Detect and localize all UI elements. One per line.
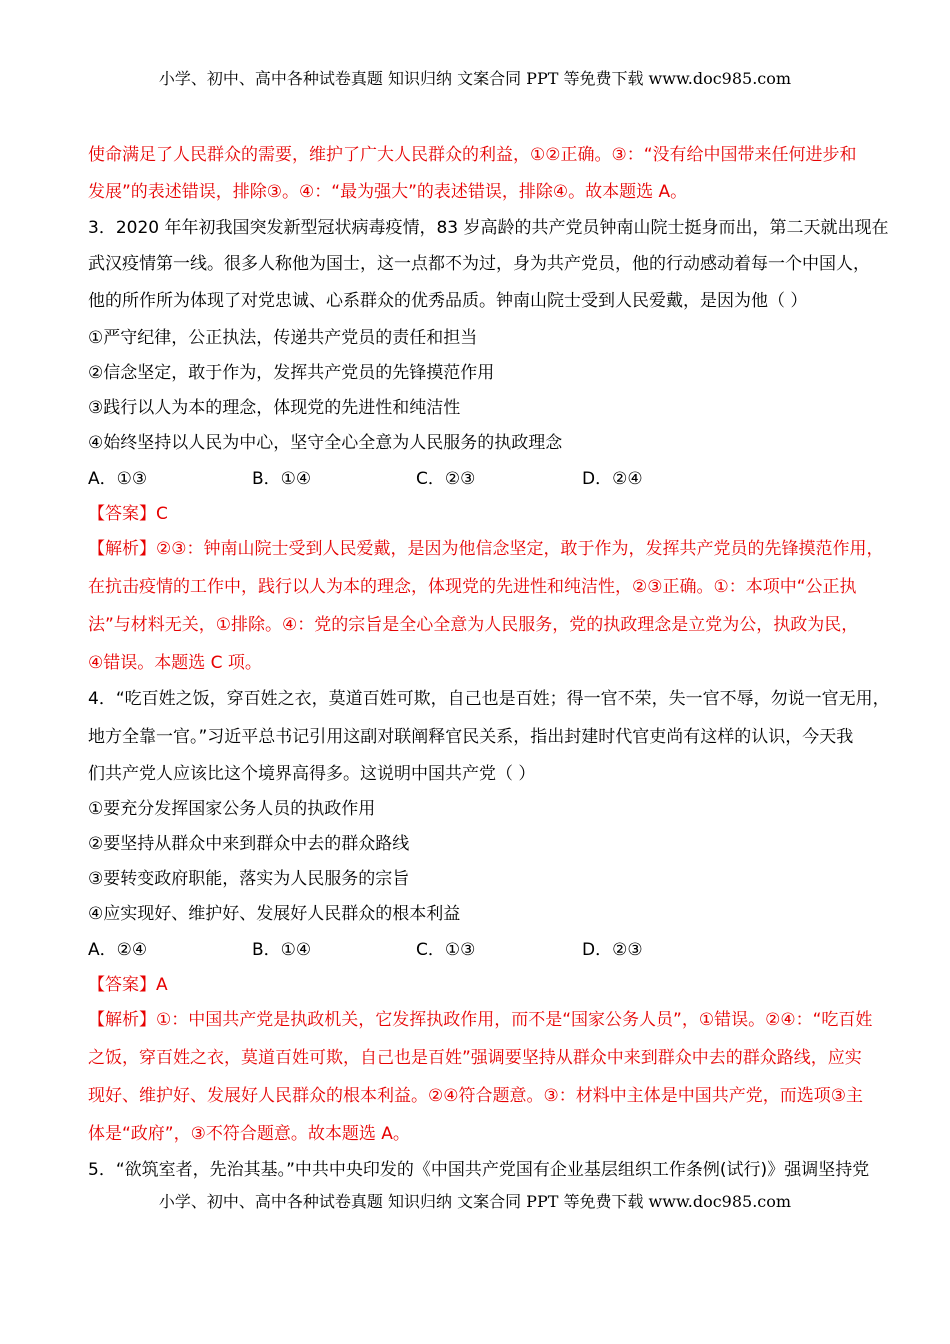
page-footer: 小学、初中、高中各种试卷真题 知识归纳 文案合同 PPT 等免费下载 www.doc985.com <box>158 1192 792 1211</box>
q4-item-4: ④应实现好、维护好、发展好人民群众的根本利益 <box>88 904 461 924</box>
intro-line-1: 使命满足了人民群众的需要，维护了广大人民群众的利益，①②正确。③：“没有给中国带来任何进步和 <box>88 145 857 165</box>
q3-item-3: ③践行以人为本的理念，体现党的先进性和纯洁性 <box>88 398 461 418</box>
intro-line-2: 发展”的表述错误，排除③。④：“最为强大”的表述错误，排除④。故本题选 A。 <box>88 182 688 202</box>
q3-option-b: B．①④ <box>252 469 312 489</box>
q4-option-b: B．①④ <box>252 940 312 960</box>
q4-option-d: D．②③ <box>582 940 643 960</box>
q4-option-a: A．②④ <box>88 940 148 960</box>
q4-analysis-line-4: 体是“政府”，③不符合题意。故本题选 A。 <box>88 1124 410 1144</box>
q4-analysis-line-2: 之饭，穿百姓之衣，莫道百姓可欺，自己也是百姓”强调要坚持从群众中来到群众中去的群众路线，应实 <box>88 1048 862 1068</box>
q4-item-1: ①要充分发挥国家公务人员的执政作用 <box>88 799 376 819</box>
q3-answer: 【答案】C <box>88 504 168 524</box>
q3-item-2: ②信念坚定，敢于作为，发挥共产党员的先锋摸范作用 <box>88 363 495 383</box>
q3-stem-line-2: 武汉疫情第一线。很多人称他为国士，这一点都不为过，身为共产党员，他的行动感动着每一个中国人， <box>88 254 870 274</box>
q4-stem-line-3: 们共产党人应该比这个境界高得多。这说明中国共产党（ ） <box>88 764 536 784</box>
page-header: 小学、初中、高中各种试卷真题 知识归纳 文案合同 PPT 等免费下载 www.doc985.com <box>158 69 792 88</box>
q3-stem-line-3: 他的所作所为体现了对党忠诚、心系群众的优秀品质。钟南山院士受到人民爱戴，是因为他（ ） <box>88 291 808 311</box>
q3-analysis-line-1: 【解析】②③：钟南山院士受到人民爱戴，是因为他信念坚定，敢于作为，发挥共产党员的先锋摸范作用， <box>88 539 884 559</box>
q3-item-4: ④始终坚持以人民为中心，坚守全心全意为人民服务的执政理念 <box>88 433 563 453</box>
q3-analysis-line-4: ④错误。本题选 C 项。 <box>88 653 262 673</box>
q3-item-1: ①严守纪律，公正执法，传递共产党员的责任和担当 <box>88 328 478 348</box>
q3-analysis-line-3: 法”与材料无关，①排除。④：党的宗旨是全心全意为人民服务，党的执政理念是立党为公，执政为民， <box>88 615 859 635</box>
q4-stem-line-1: 4．“吃百姓之饭，穿百姓之衣，莫道百姓可欺，自己也是百姓；得一官不荣，失一官不辱，勿说一官无用， <box>88 689 890 709</box>
q4-answer: 【答案】A <box>88 975 168 995</box>
q3-option-d: D．②④ <box>582 469 643 489</box>
q5-stem-line-1: 5．“欲筑室者，先治其基。”中共中央印发的《中国共产党国有企业基层组织工作条例(试行)》强调坚持党 <box>88 1160 870 1180</box>
q3-option-c: C．②③ <box>416 469 476 489</box>
q4-option-c: C．①③ <box>416 940 476 960</box>
q4-item-3: ③要转变政府职能，落实为人民服务的宗旨 <box>88 869 410 889</box>
q3-stem-line-1: 3．2020 年年初我国突发新型冠状病毒疫情，83 岁高龄的共产党员钟南山院士挺身而出，第二天就出现在 <box>88 218 889 238</box>
q4-analysis-line-3: 现好、维护好、发展好人民群众的根本利益。②④符合题意。③：材料中主体是中国共产党，而选项③主 <box>88 1086 863 1106</box>
q4-analysis-line-1: 【解析】①：中国共产党是执政机关，它发挥执政作用，而不是“国家公务人员”，①错误。②④：“吃百姓 <box>88 1010 873 1030</box>
q3-option-a: A．①③ <box>88 469 148 489</box>
q4-stem-line-2: 地方全靠一官。”习近平总书记引用这副对联阐释官民关系，指出封建时代官吏尚有这样的认识，今天我 <box>88 727 854 747</box>
q4-item-2: ②要坚持从群众中来到群众中去的群众路线 <box>88 834 410 854</box>
q3-analysis-line-2: 在抗击疫情的工作中，践行以人为本的理念，体现党的先进性和纯洁性，②③正确。①：本项中“公正执 <box>88 577 857 597</box>
